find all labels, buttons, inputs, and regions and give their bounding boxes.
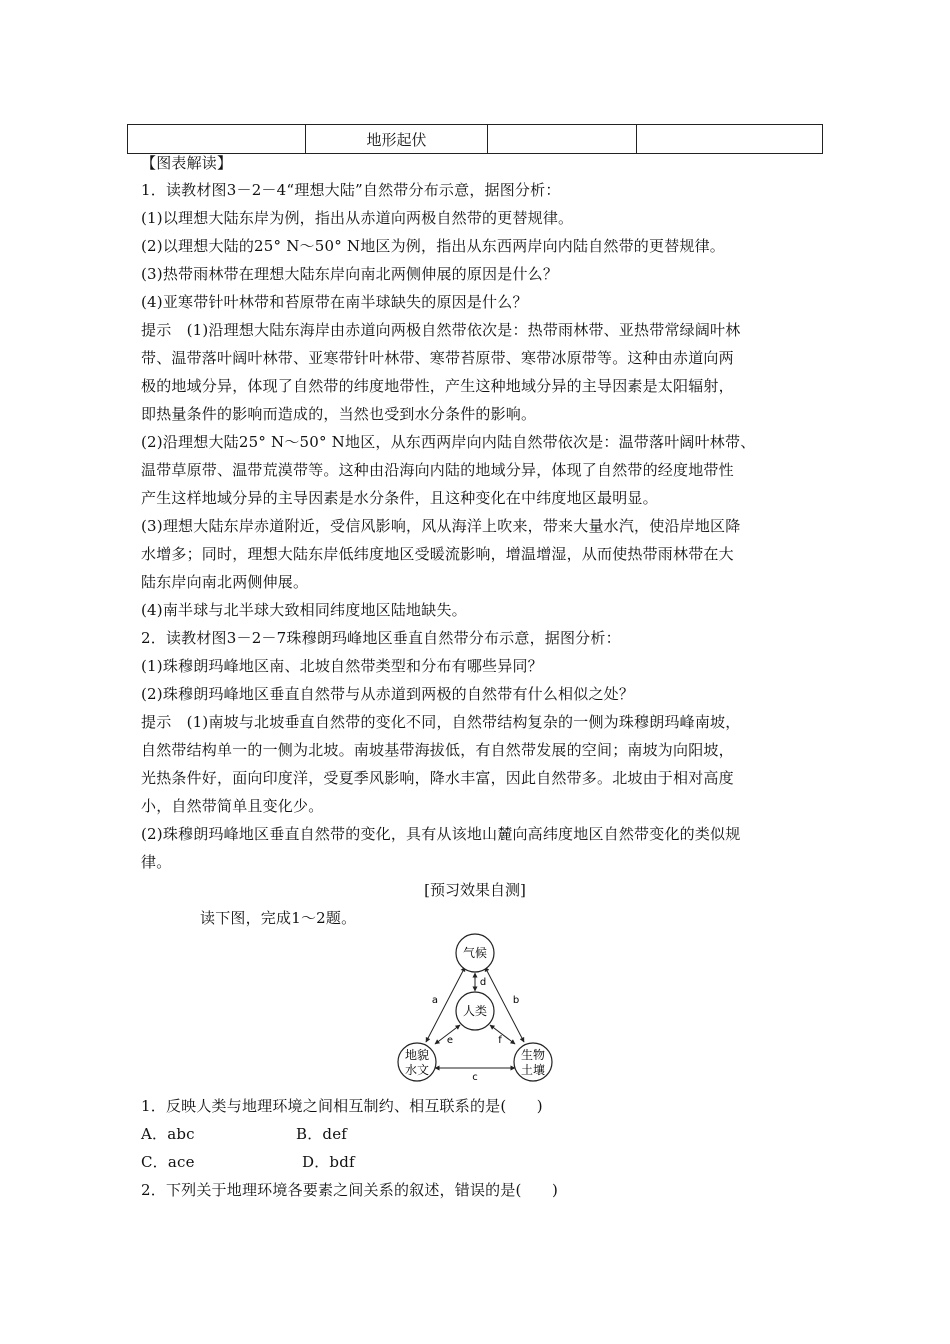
self-test-question-1: 1．反映人类与地理环境之间相互制约、相互联系的是( ): [141, 1097, 543, 1115]
question-1-title: 1．读教材图3－2－4“理想大陆”自然带分布示意，据图分析：: [141, 181, 561, 199]
table-row: [128, 125, 823, 154]
answer-line: (2)沿理想大陆25° N～50° N地区，从东西两岸向内陆自然带依次是：温带落叶阔叶林带、: [141, 433, 756, 451]
self-test-question-2: 2．下列关于地理环境各要素之间关系的叙述，错误的是( ): [141, 1181, 559, 1199]
edge-label: b: [512, 995, 520, 1006]
node-label: 气候: [462, 946, 488, 960]
answer-line: 带、温带落叶阔叶林带、亚寒带针叶林带、寒带苔原带、寒带冰原带等。这种由赤道向两: [141, 349, 734, 367]
question-1-item: (4)亚寒带针叶林带和苔原带在南半球缺失的原因是什么？: [141, 293, 528, 311]
edge-label: e: [446, 1035, 454, 1046]
question-2-title: 2．读教材图3－2－7珠穆朗玛峰地区垂直自然带分布示意，据图分析：: [141, 629, 621, 647]
answer-line: 光热条件好，面向印度洋，受夏季风影响，降水丰富，因此自然带多。北坡由于相对高度: [141, 769, 734, 787]
relationship-diagram: [390, 930, 560, 1090]
node-label: 生物: [520, 1048, 546, 1062]
option-c: C．ace: [141, 1153, 195, 1171]
question-1-item: (1)以理想大陆东岸为例，指出从赤道向两极自然带的更替规律。: [141, 209, 574, 227]
answer-line: 自然带结构单一的一侧为北坡。南坡基带海拔低，有自然带发展的空间；南坡为向阳坡，: [141, 741, 734, 759]
edge-label: a: [431, 995, 439, 1006]
answer-line: 提示 (1)南坡与北坡垂直自然带的变化不同，自然带结构复杂的一侧为珠穆朗玛峰南坡，: [141, 713, 741, 731]
answer-line: (4)南半球与北半球大致相同纬度地区陆地缺失。: [141, 601, 467, 619]
table-fragment: [127, 124, 823, 154]
answer-line: (3)理想大陆东岸赤道附近，受信风影响，风从海洋上吹来，带来大量水汽，使沿岸地区降: [141, 517, 741, 535]
answer-line: (2)珠穆朗玛峰地区垂直自然带的变化，具有从该地山麓向高纬度地区自然带变化的类似规: [141, 825, 741, 843]
answer-line: 提示 (1)沿理想大陆东海岸由赤道向两极自然带依次是：热带雨林带、亚热带常绿阔叶林: [141, 321, 741, 339]
option-d: D．bdf: [302, 1153, 355, 1171]
answer-line: 小，自然带简单且变化少。: [141, 797, 324, 815]
question-2-item: (1)珠穆朗玛峰地区南、北坡自然带类型和分布有哪些异同？: [141, 657, 543, 675]
answer-line: 温带草原带、温带荒漠带等。这种由沿海向内陆的地域分异，体现了自然带的经度地带性: [141, 461, 734, 479]
edge-f: [490, 1025, 515, 1044]
option-a: A．abc: [141, 1125, 195, 1143]
table-cell: [488, 125, 637, 154]
answer-line: 极的地域分异，体现了自然带的纬度地带性，产生这种地域分异的主导因素是太阳辐射，: [141, 377, 734, 395]
node-label: 水文: [404, 1063, 430, 1077]
edge-label: d: [479, 977, 487, 988]
answer-line: 即热量条件的影响而造成的，当然也受到水分条件的影响。: [141, 405, 537, 423]
edge-label: c: [472, 1072, 478, 1083]
edge-label: f: [498, 1035, 502, 1046]
table-cell: 地形起伏: [306, 125, 488, 154]
node-label: 土壤: [520, 1063, 546, 1077]
table-cell: [128, 125, 306, 154]
answer-line: 律。: [141, 853, 172, 871]
self-test-intro: 读下图，完成1～2题。: [200, 909, 357, 927]
question-1-item: (2)以理想大陆的25° N～50° N地区为例，指出从东西两岸向内陆自然带的更替规律。: [141, 237, 726, 255]
option-b: B．def: [296, 1125, 348, 1143]
node-label: 人类: [462, 1004, 488, 1018]
answer-line: 陆东岸向南北两侧伸展。: [141, 573, 309, 591]
answer-line: 水增多；同时，理想大陆东岸低纬度地区受暖流影响，增温增湿，从而使热带雨林带在大: [141, 545, 734, 563]
answer-line: 产生这样地域分异的主导因素是水分条件，且这种变化在中纬度地区最明显。: [141, 489, 658, 507]
question-1-item: (3)热带雨林带在理想大陆东岸向南北两侧伸展的原因是什么？: [141, 265, 559, 283]
node-label: 地貌: [404, 1048, 430, 1062]
self-test-title: [预习效果自测]: [424, 881, 526, 899]
table-cell: [637, 125, 823, 154]
question-2-item: (2)珠穆朗玛峰地区垂直自然带与从赤道到两极的自然带有什么相似之处？: [141, 685, 635, 703]
section-title: 【图表解读】: [141, 154, 233, 172]
